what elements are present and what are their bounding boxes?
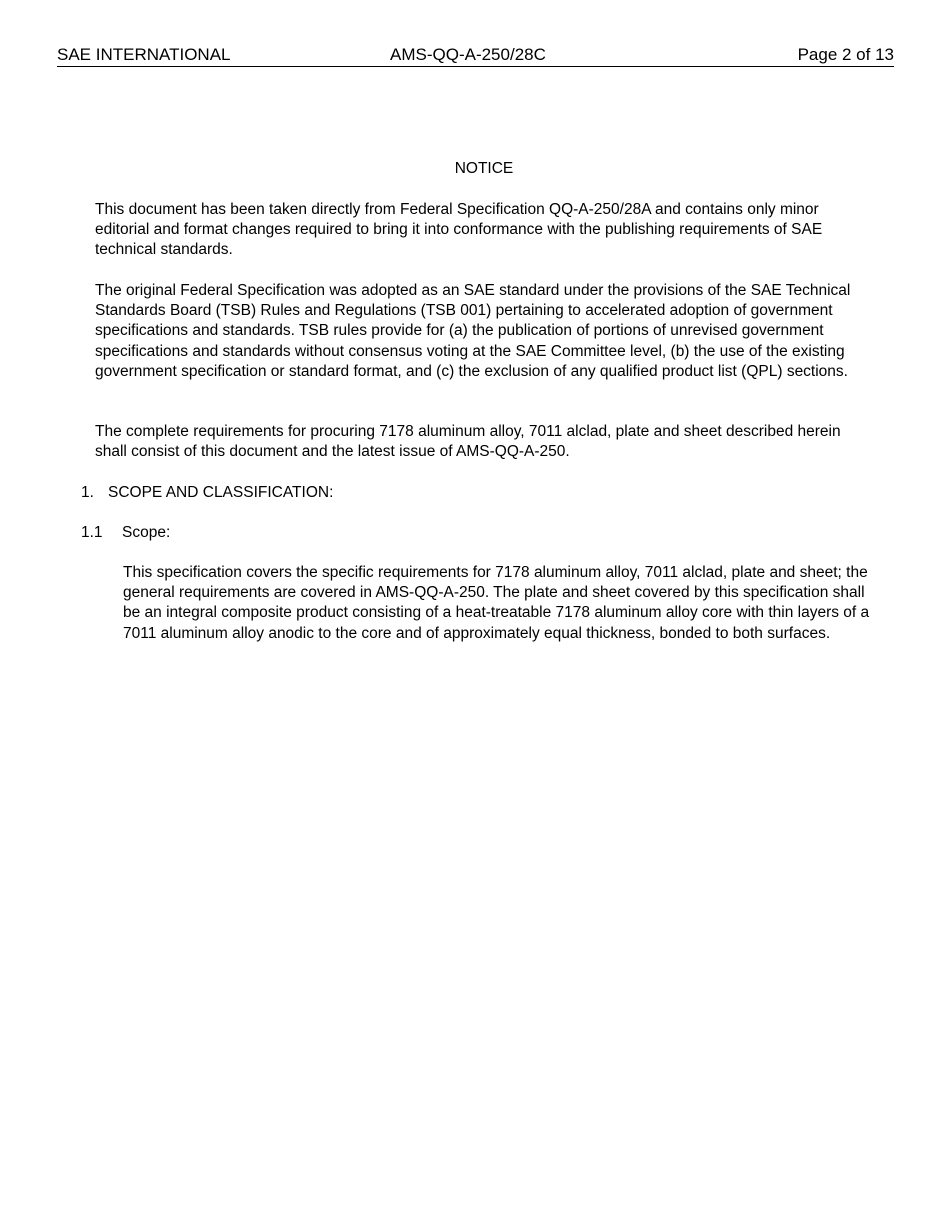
- subsection-title: Scope:: [122, 524, 171, 541]
- notice-paragraph-2: The original Federal Specification was adopted as an SAE standard under the provisions of the SAE Technical Standards Board (TSB) Rules and Regulations (TSB 001) pertaining to accelerated adoption of government specifications and standards. TSB rules provide for (a) the publication of portions of unrevised government specifications and standards without consensus voting at the SAE Committee level, (b) the use of the existing government specification or standard format, and (c) the exclusion of any qualified product list (QPL) sections.: [95, 282, 851, 380]
- section-number: 1.: [81, 484, 94, 501]
- notice-title: NOTICE: [454, 160, 514, 177]
- scope-paragraph: This specification covers the specific requirements for 7178 aluminum alloy, 7011 alclad, plate and sheet; the general requirements are covered in AMS-QQ-A-250. The plate and sheet covered by this specification shall be an integral composite product consisting of a heat-treatable 7178 aluminum alloy core with thin layers of a 7011 aluminum alloy anodic to the core and of approximately equal thickness, bonded to both surfaces.: [123, 564, 870, 642]
- subsection-number: 1.1: [81, 524, 103, 541]
- notice-paragraph-3: The complete requirements for procuring 7178 aluminum alloy, 7011 alclad, plate and sheet described herein shall consist of this document and the latest issue of AMS-QQ-A-250.: [95, 423, 841, 461]
- page-header: [57, 44, 894, 67]
- section-title: SCOPE AND CLASSIFICATION:: [108, 484, 334, 501]
- header-organization: SAE INTERNATIONAL: [57, 45, 231, 64]
- header-page-number: Page 2 of 13: [797, 45, 894, 64]
- notice-paragraph-1: This document has been taken directly from Federal Specification QQ-A-250/28A and contains only minor editorial and format changes required to bring it into conformance with the publishing requirements of SAE technical standards.: [95, 201, 823, 259]
- header-document-number: AMS-QQ-A-250/28C: [390, 45, 546, 64]
- section-heading-scope-and-classification: [81, 483, 333, 503]
- subsection-heading-scope: [81, 523, 170, 543]
